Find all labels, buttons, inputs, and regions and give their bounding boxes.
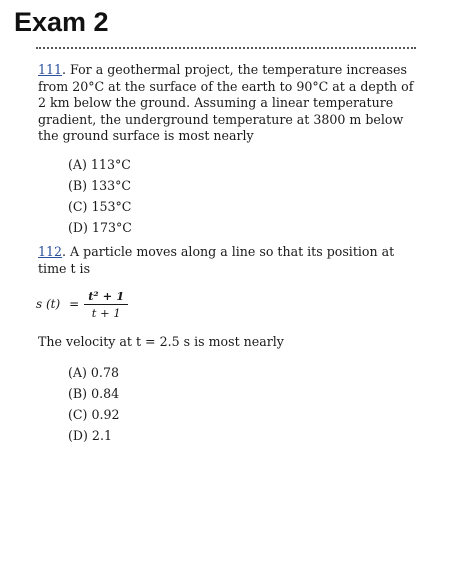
option-a: (A) 113°C xyxy=(68,156,131,172)
dotted-divider xyxy=(36,47,416,49)
option-c: (C) 0.92 xyxy=(68,406,120,422)
formula-equals: = xyxy=(69,297,80,312)
question-body: . For a geothermal project, the temperature increases from 20°C at the surface of the earth to 90°C at a depth of 2 km below the ground. Assuming a linear temperature gradient, the underground temperature at 3800 m below the ground surface is most nearly xyxy=(38,62,414,144)
option-b: (B) 133°C xyxy=(68,177,132,193)
question-text xyxy=(38,62,422,145)
question-text xyxy=(38,244,422,277)
position-formula xyxy=(38,287,422,321)
formula-numerator: t² + 1 xyxy=(84,289,128,305)
page-title: Exam 2 xyxy=(14,7,109,37)
question-followup: The velocity at t = 2.5 s is most nearly xyxy=(38,334,284,350)
answer-options xyxy=(38,154,422,238)
question-112 xyxy=(38,244,422,446)
option-c: (C) 153°C xyxy=(68,198,132,214)
option-a: (A) 0.78 xyxy=(68,364,119,380)
question-111 xyxy=(38,62,422,238)
option-b: (B) 0.84 xyxy=(68,385,120,401)
question-body: . A particle moves along a line so that its position at time t is xyxy=(38,244,395,276)
option-d: (D) 173°C xyxy=(68,219,132,235)
question-number: 112 xyxy=(38,244,63,259)
option-d: (D) 2.1 xyxy=(68,427,112,443)
answer-options xyxy=(38,362,422,446)
question-number: 111 xyxy=(38,62,63,77)
formula-lhs: s (t) xyxy=(36,297,61,312)
formula-fraction xyxy=(84,289,128,320)
formula-denominator: t + 1 xyxy=(91,305,121,320)
